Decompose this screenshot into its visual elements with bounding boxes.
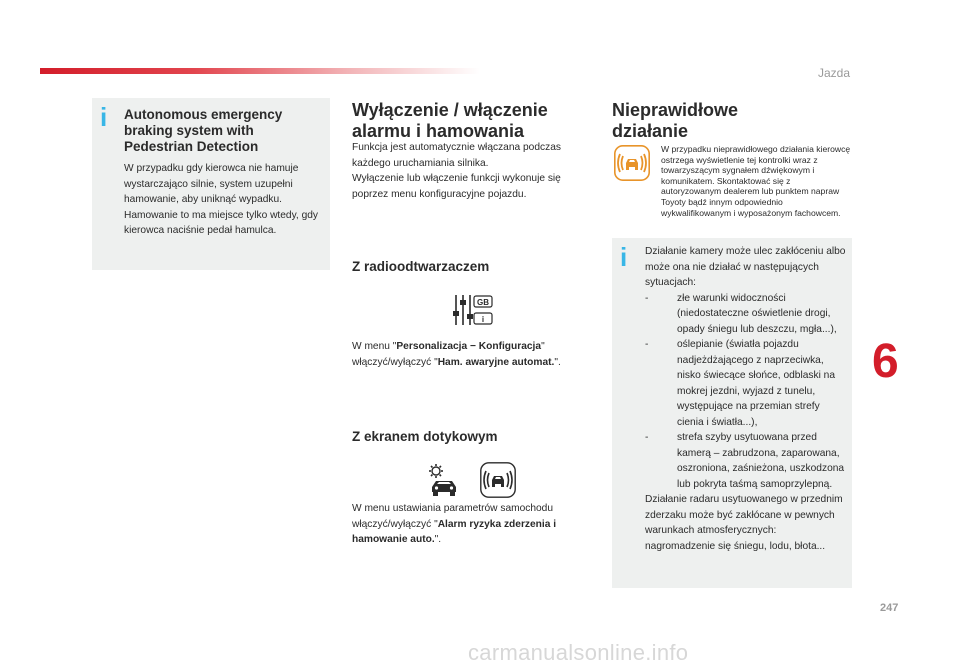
watermark: carmanualsonline.info [468,640,689,665]
list-item: - złe warunki widoczności (niedostateczne oświetlenie drogi, opady śniegu lub deszczu, mgła...), [645,292,837,335]
header-accent-bar [40,68,480,74]
collision-warning-orange-icon [614,145,650,181]
section-title: Jazda [818,66,851,80]
toggle-body-2: Wyłączenie lub włączenie funkcji wykonuje się poprzez menu konfiguracyjne pojazdu. [352,173,561,200]
info-i-icon: i [100,102,108,132]
fault-section-title: Nieprawidłowe działanie [612,100,739,141]
radio-heading: Z radioodtwarzaczem [352,259,490,274]
aebs-info-body: W przypadku gdy kierowca nie hamuje wystarczająco silnie, system uzupełni hamowanie, aby uniknąć wypadku. Hamowanie to ma miejsce tylko wtedy, gdy kierowca naciśnie pedał hamulca. [124,163,319,236]
collision-alert-icon [480,462,516,498]
radar-text: Działanie radaru usytuowanego w przednim zderzaku może być zakłócane w pewnych warunkach atmosferycznych: nagromadzenie się śniegu, lodu, błota... [645,494,843,552]
radio-instruction: W menu "Personalizacja − Konfiguracja" włączyć/wyłączyć "Ham. awaryjne automat.". [352,341,561,368]
radio-menu-path: Personalizacja − Konfiguracja [396,341,542,352]
touch-instruction: W menu ustawiania parametrów samochodu włączyć/wyłączyć "Alarm ryzyka zderzenia i hamowanie auto.". [352,503,557,545]
aebs-info-title: Autonomous emergency braking system with Pedestrian Detection [124,107,283,154]
touch-heading: Z ekranem dotykowym [352,429,498,444]
icon-badge-gb: GB [477,298,489,307]
fault-warning-text: W przypadku nieprawidłowego działania kierowcę ostrzega wyświetlenie tej kontrolki wraz z towarzyszącym sygnałem dźwiękowym i komunikatem. Skontaktować się z autoryzowanym dealerem lub punktem napraw Toyoty bądź innym odpowiednio wykwalifikowanym i wyposażonym fachowcem. [661,144,851,218]
camera-info-content [645,244,849,554]
toggle-section-title: Wyłączenie / włączenie alarmu i hamowania [352,100,548,141]
chapter-number: 6 [872,335,899,388]
camera-intro: Działanie kamery może ulec zakłóceniu albo może ona nie działać w następujących sytuacjach: [645,246,846,288]
info-i-icon: i [620,242,628,272]
page-number: 247 [880,602,899,614]
list-item: - strefa szyby usytuowana przed kamerą – zabrudzona, zaparowana, oszroniona, zaśnieżona, uszkodzona lub pokryta taśmą samoprzylepną. [645,432,845,490]
toggle-body-1: Funkcja jest automatycznie włączana podczas każdego uruchamiania silnika. [352,142,561,169]
list-item: - oślepianie (światła pojazdu nadjeżdżającego z naprzeciwka, nisko świecące słońce, odblaski na mokrej jezdni, wyjazd z tunelu, występujące na przemian strefy cienia i światła...), [645,339,835,428]
radio-option: Ham. awaryjne automat. [437,356,555,368]
icon-badge-i: i [481,315,485,324]
car-settings-icon [426,462,462,498]
touch-option: Alarm ryzyka zderzenia i hamowanie auto. [352,518,557,545]
settings-sliders-icon [452,292,496,328]
